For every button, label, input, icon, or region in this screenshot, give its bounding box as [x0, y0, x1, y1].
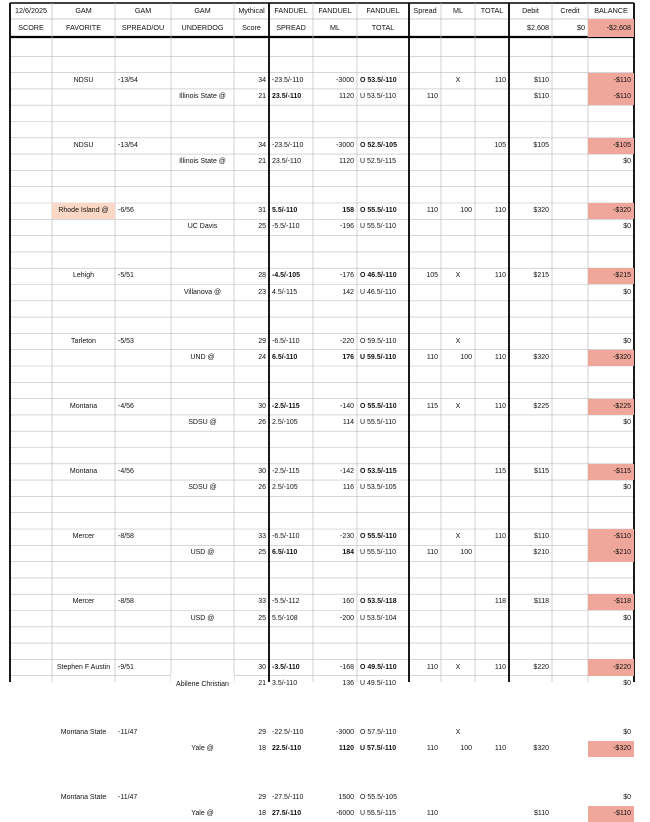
mythical-score[interactable]: 21 [258, 679, 266, 687]
total-bet[interactable]: 110 [494, 663, 506, 671]
ml-bet[interactable]: X [455, 663, 461, 671]
ml-bet[interactable]: X [455, 272, 461, 280]
debit-amount[interactable] [509, 285, 552, 301]
fanduel-ml[interactable]: 142 [342, 288, 354, 296]
ml-bet[interactable]: X [455, 402, 461, 410]
debit-amount[interactable]: $320 [533, 207, 549, 215]
fanduel-ml[interactable]: -196 [339, 223, 354, 231]
total-subheader[interactable]: TOTAL [371, 23, 395, 32]
ml-bet[interactable]: 100 [460, 745, 472, 753]
spread-subheader[interactable]: SPREAD [276, 23, 306, 32]
mythical-score[interactable]: 21 [258, 93, 266, 101]
total-bet[interactable]: 110 [494, 745, 506, 753]
fanduel-total[interactable]: O 53.5/-110 [360, 76, 397, 84]
ml-bet[interactable]: X [455, 533, 461, 541]
fanduel-ml[interactable]: -142 [339, 467, 354, 475]
spread-bet[interactable] [409, 529, 441, 545]
score-subheader[interactable]: Score [242, 23, 261, 32]
debit-amount[interactable]: $105 [533, 141, 549, 149]
balance-amount[interactable]: -$110 [588, 89, 634, 105]
underdog-team[interactable]: SDSU @ [188, 419, 217, 427]
total-bet[interactable] [475, 480, 509, 496]
spread-bet[interactable] [409, 464, 441, 480]
mythical-score[interactable]: 26 [258, 419, 266, 427]
debit-amount[interactable] [509, 219, 552, 235]
balance-header[interactable]: BALANCE [594, 6, 628, 15]
fanduel-spread[interactable]: 27.5/-110 [272, 810, 302, 818]
fanduel-spread[interactable]: -23.5/-110 [272, 76, 304, 84]
fanduel-total[interactable]: O 55.5/-110 [360, 533, 397, 541]
debit-amount[interactable]: $110 [533, 76, 549, 84]
total-bet[interactable] [475, 219, 509, 235]
balance-amount[interactable]: $0 [623, 288, 631, 296]
mythical-score[interactable]: 31 [258, 207, 266, 215]
fanduel-total[interactable]: O 53.5/-115 [360, 467, 397, 475]
spread-bet[interactable]: 110 [426, 745, 438, 753]
debit-amount[interactable]: $110 [533, 533, 549, 541]
debit-amount[interactable] [509, 154, 552, 170]
favorite-team[interactable]: Tarleton [71, 337, 96, 345]
total-bet[interactable]: 110 [494, 533, 506, 541]
favorite-team[interactable]: Stephen F Austin [56, 663, 111, 671]
underdog-team[interactable]: Abilene Christian [171, 674, 234, 696]
underdog-subheader[interactable]: UNDERDOG [181, 23, 224, 32]
fanduel-spread-header[interactable]: FANDUEL [274, 6, 308, 15]
mythical-score[interactable]: 26 [258, 484, 266, 492]
fanduel-ml[interactable]: 158 [342, 207, 354, 215]
total-debit[interactable]: $2,608 [527, 23, 549, 32]
gam-spread-ou[interactable]: -5/51 [118, 272, 134, 280]
fanduel-spread[interactable]: -22.5/-110 [272, 728, 304, 736]
total-bet-header[interactable]: TOTAL [480, 6, 504, 15]
balance-amount[interactable]: -$320 [588, 350, 634, 366]
ml-bet[interactable] [441, 219, 475, 235]
gam-spread-ou[interactable]: -11/47 [118, 728, 138, 736]
mythical-score[interactable]: 33 [258, 533, 266, 541]
balance-amount[interactable]: $0 [623, 337, 631, 345]
underdog-team[interactable]: SDSU @ [188, 484, 217, 492]
underdog-team[interactable]: Yale @ [191, 810, 214, 818]
balance-amount[interactable]: -$220 [588, 659, 634, 675]
fanduel-ml[interactable]: 116 [342, 484, 354, 492]
mythical-score[interactable]: 25 [258, 549, 266, 557]
underdog-team[interactable]: Villanova @ [183, 288, 222, 296]
gam-underdog-header[interactable]: GAM [194, 6, 211, 15]
fanduel-ml[interactable]: 1120 [338, 745, 354, 753]
balance-amount[interactable]: -$215 [588, 268, 634, 284]
fanduel-spread[interactable]: 2.5/-105 [272, 419, 298, 427]
favorite-team[interactable]: Montana State [60, 728, 107, 736]
fanduel-spread[interactable]: 4.5/-115 [272, 288, 298, 296]
spread-bet[interactable]: 110 [426, 549, 438, 557]
fanduel-total[interactable]: O 49.5/-110 [360, 663, 397, 671]
spread-bet[interactable]: 110 [426, 663, 438, 671]
fanduel-ml[interactable]: -3000 [336, 728, 354, 736]
ml-bet[interactable] [441, 415, 475, 431]
ml-bet[interactable] [441, 594, 475, 610]
total-bet[interactable] [475, 611, 509, 627]
gam-favorite-header[interactable]: GAM [75, 6, 92, 15]
gam-spread-ou[interactable]: -4/56 [118, 467, 134, 475]
total-bet[interactable]: 115 [494, 467, 506, 475]
ml-bet[interactable] [441, 806, 475, 822]
fanduel-spread[interactable]: -4.5/-105 [272, 272, 301, 280]
spread-bet[interactable]: 110 [426, 93, 438, 101]
debit-amount[interactable] [509, 611, 552, 627]
total-credit[interactable]: $0 [577, 23, 585, 32]
fanduel-spread[interactable]: -3.5/-110 [272, 663, 300, 671]
mythical-score[interactable]: 24 [258, 353, 266, 361]
fanduel-total[interactable]: U 59.5/-110 [360, 353, 397, 361]
favorite-team[interactable]: Lehigh [72, 272, 95, 280]
gam-spread-ou[interactable]: -13/54 [118, 76, 138, 84]
total-bet[interactable]: 110 [494, 272, 506, 280]
fanduel-spread[interactable]: -2.5/-115 [272, 467, 300, 475]
spread-bet[interactable]: 110 [426, 207, 438, 215]
debit-amount[interactable] [509, 676, 552, 692]
spread-bet[interactable] [409, 480, 441, 496]
mythical-score[interactable]: 33 [258, 598, 266, 606]
spread-bet[interactable] [409, 333, 441, 349]
favorite-team[interactable]: Rhode Island @ [52, 203, 115, 219]
spread-bet[interactable]: 110 [426, 810, 438, 818]
mythical-score[interactable]: 34 [258, 141, 266, 149]
mythical-score[interactable]: 30 [258, 402, 266, 410]
fanduel-spread[interactable]: 23.5/-110 [272, 93, 302, 101]
blank-subheader[interactable] [441, 19, 475, 37]
fanduel-ml[interactable]: 176 [342, 353, 354, 361]
balance-amount[interactable]: -$320 [588, 203, 634, 219]
balance-amount[interactable]: $0 [623, 679, 631, 687]
balance-amount[interactable]: -$110 [588, 529, 634, 545]
underdog-team[interactable]: Illinois State @ [179, 158, 226, 166]
favorite-team[interactable]: Montana [69, 402, 98, 410]
underdog-team[interactable]: Illinois State @ [179, 93, 226, 101]
fanduel-total[interactable]: O 59.5/-110 [360, 337, 397, 345]
mythical-score[interactable]: 30 [258, 467, 266, 475]
spread-ou-subheader[interactable]: SPREAD/OU [121, 23, 165, 32]
fanduel-spread[interactable]: 3.5/-110 [272, 679, 298, 687]
fanduel-total[interactable]: U 49.5/-110 [360, 679, 397, 687]
balance-amount[interactable]: $0 [623, 728, 631, 736]
spread-bet-header[interactable]: Spread [413, 6, 437, 15]
fanduel-total[interactable]: U 57.5/-110 [360, 745, 397, 753]
ml-bet[interactable]: X [455, 76, 461, 84]
ml-bet[interactable] [441, 480, 475, 496]
debit-amount[interactable] [509, 790, 552, 806]
spread-bet[interactable] [409, 154, 441, 170]
fanduel-total[interactable]: U 55.5/-110 [360, 223, 397, 231]
fanduel-ml[interactable]: 1500 [338, 793, 354, 801]
gam-spread-ou[interactable]: -5/53 [118, 337, 134, 345]
mythical-score[interactable]: 29 [258, 728, 266, 736]
balance-amount[interactable]: -$320 [588, 741, 634, 757]
fanduel-spread[interactable]: -27.5/-110 [272, 793, 304, 801]
total-balance[interactable]: -$2,608 [588, 19, 634, 37]
mythical-score[interactable]: 18 [258, 745, 266, 753]
fanduel-ml[interactable]: -168 [339, 663, 354, 671]
balance-amount[interactable]: $0 [623, 793, 631, 801]
favorite-subheader[interactable]: FAVORITE [65, 23, 101, 32]
fanduel-ml[interactable]: 160 [342, 598, 354, 606]
fanduel-total[interactable]: O 52.5/-105 [360, 141, 397, 149]
fanduel-ml-header[interactable]: FANDUEL [318, 6, 352, 15]
blank-subheader[interactable] [475, 19, 509, 37]
total-bet[interactable] [475, 790, 509, 806]
total-bet[interactable]: 110 [494, 207, 506, 215]
balance-amount[interactable]: $0 [623, 419, 631, 427]
balance-amount[interactable]: $0 [623, 223, 631, 231]
fanduel-spread[interactable]: 22.5/-110 [272, 745, 302, 753]
favorite-team[interactable]: Mercer [72, 533, 95, 541]
total-bet[interactable] [475, 154, 509, 170]
debit-amount[interactable]: $115 [533, 467, 549, 475]
ml-bet[interactable] [441, 285, 475, 301]
spread-bet[interactable] [409, 676, 441, 692]
fanduel-spread[interactable]: -6.5/-110 [272, 337, 300, 345]
fanduel-spread[interactable]: -5.5/-110 [272, 223, 300, 231]
spread-bet[interactable] [409, 790, 441, 806]
fanduel-total-header[interactable]: FANDUEL [366, 6, 400, 15]
spread-bet[interactable] [409, 138, 441, 154]
mythical-score[interactable]: 18 [258, 810, 266, 818]
ml-bet[interactable] [441, 790, 475, 806]
score-subheader[interactable]: SCORE [18, 23, 44, 32]
fanduel-spread[interactable]: -5.5/-112 [272, 598, 300, 606]
gam-spread-ou[interactable]: -11/47 [118, 793, 138, 801]
balance-amount[interactable]: -$118 [588, 594, 634, 610]
fanduel-total[interactable]: O 57.5/-110 [360, 728, 397, 736]
debit-amount[interactable] [509, 415, 552, 431]
fanduel-ml[interactable]: -176 [339, 272, 354, 280]
fanduel-total[interactable]: U 53.5/-105 [360, 484, 397, 492]
fanduel-total[interactable]: U 46.5/-110 [360, 288, 397, 296]
fanduel-spread[interactable]: 5.5/-110 [272, 207, 298, 215]
mythical-header[interactable]: Mythical [238, 6, 265, 15]
total-bet[interactable] [475, 415, 509, 431]
underdog-team[interactable]: UC Davis [187, 223, 218, 231]
fanduel-ml[interactable]: 1120 [338, 158, 354, 166]
fanduel-total[interactable]: O 55.5/-110 [360, 402, 397, 410]
debit-amount[interactable]: $110 [533, 93, 549, 101]
fanduel-ml[interactable]: -3000 [336, 76, 354, 84]
debit-amount[interactable]: $320 [533, 353, 549, 361]
credit-header[interactable]: Credit [560, 6, 580, 15]
underdog-team[interactable]: USD @ [190, 549, 215, 557]
spread-bet[interactable] [409, 725, 441, 741]
underdog-team[interactable]: UND @ [190, 353, 215, 361]
debit-amount[interactable]: $320 [533, 745, 549, 753]
total-bet[interactable] [475, 806, 509, 822]
balance-amount[interactable]: $0 [623, 614, 631, 622]
ml-bet[interactable]: 100 [460, 353, 472, 361]
ml-subheader[interactable]: ML [330, 23, 340, 32]
debit-amount[interactable]: $118 [533, 598, 549, 606]
fanduel-total[interactable]: O 46.5/-110 [360, 272, 397, 280]
ml-bet[interactable] [441, 89, 475, 105]
total-bet[interactable]: 110 [494, 402, 506, 410]
fanduel-ml[interactable]: -3000 [336, 141, 354, 149]
spread-bet[interactable]: 110 [426, 353, 438, 361]
fanduel-ml[interactable]: -220 [339, 337, 354, 345]
mythical-score[interactable]: 29 [258, 337, 266, 345]
total-bet[interactable] [475, 725, 509, 741]
favorite-team[interactable]: NDSU [73, 141, 94, 149]
ml-bet[interactable] [441, 676, 475, 692]
debit-amount[interactable]: $225 [533, 402, 549, 410]
fanduel-ml[interactable]: -230 [339, 533, 354, 541]
mythical-score[interactable]: 21 [258, 158, 266, 166]
spread-bet[interactable] [409, 219, 441, 235]
balance-amount[interactable]: -$110 [588, 806, 634, 822]
gam-spread-ou[interactable]: -9/51 [118, 663, 134, 671]
debit-amount[interactable]: $220 [533, 663, 549, 671]
total-bet[interactable] [475, 545, 509, 561]
fanduel-ml[interactable]: 1120 [338, 93, 354, 101]
fanduel-ml[interactable]: 184 [342, 549, 354, 557]
ml-bet[interactable] [441, 154, 475, 170]
spread-bet[interactable] [409, 594, 441, 610]
fanduel-total[interactable]: U 53.5/-110 [360, 93, 397, 101]
debit-header[interactable]: Debit [522, 6, 539, 15]
fanduel-spread[interactable]: -23.5/-110 [272, 141, 304, 149]
balance-amount[interactable]: -$110 [588, 73, 634, 89]
fanduel-total[interactable]: O 55.5/-110 [360, 207, 397, 215]
fanduel-spread[interactable]: 6.5/-110 [272, 353, 298, 361]
mythical-score[interactable]: 28 [258, 272, 266, 280]
total-bet[interactable] [475, 89, 509, 105]
balance-amount[interactable]: $0 [623, 158, 631, 166]
fanduel-ml[interactable]: 114 [342, 419, 354, 427]
favorite-team[interactable]: Montana [69, 467, 98, 475]
balance-amount[interactable]: -$115 [588, 464, 634, 480]
spread-bet[interactable] [409, 73, 441, 89]
fanduel-spread[interactable]: 2.5/-105 [272, 484, 298, 492]
debit-amount[interactable]: $215 [533, 272, 549, 280]
fanduel-ml[interactable]: 136 [342, 679, 354, 687]
gam-spread-ou[interactable]: -4/56 [118, 402, 134, 410]
fanduel-spread[interactable]: 23.5/-110 [272, 158, 302, 166]
total-bet[interactable]: 110 [494, 76, 506, 84]
fanduel-ml[interactable]: -6000 [336, 810, 354, 818]
gam-spread-ou[interactable]: -8/58 [118, 598, 134, 606]
debit-amount[interactable] [509, 333, 552, 349]
fanduel-ml[interactable]: -140 [339, 402, 354, 410]
debit-amount[interactable]: $210 [533, 549, 549, 557]
ml-bet[interactable]: X [455, 337, 461, 345]
total-bet[interactable] [475, 333, 509, 349]
ml-bet[interactable] [441, 138, 475, 154]
fanduel-total[interactable]: O 55.5/-105 [360, 793, 397, 801]
ml-bet[interactable] [441, 464, 475, 480]
total-bet[interactable]: 105 [494, 141, 506, 149]
debit-amount[interactable] [509, 480, 552, 496]
fanduel-total[interactable]: U 55.5/-110 [360, 549, 397, 557]
total-bet[interactable]: 118 [494, 598, 506, 606]
fanduel-spread[interactable]: 5.5/-108 [272, 614, 298, 622]
balance-amount[interactable]: -$105 [588, 138, 634, 154]
mythical-score[interactable]: 25 [258, 614, 266, 622]
fanduel-total[interactable]: U 53.5/-104 [360, 614, 397, 622]
gam-spread-ou[interactable]: -6/56 [118, 207, 134, 215]
fanduel-total[interactable]: U 55.5/-115 [360, 810, 397, 818]
spread-bet[interactable] [409, 415, 441, 431]
total-bet[interactable] [475, 676, 509, 692]
mythical-score[interactable]: 23 [258, 288, 266, 296]
underdog-team[interactable]: USD @ [190, 614, 215, 622]
fanduel-ml[interactable]: -200 [339, 614, 354, 622]
total-bet[interactable] [475, 285, 509, 301]
gam-spread-ou[interactable]: -8/58 [118, 533, 134, 541]
ml-bet-header[interactable]: ML [453, 6, 463, 15]
mythical-score[interactable]: 30 [258, 663, 266, 671]
spread-bet[interactable]: 115 [426, 402, 438, 410]
favorite-team[interactable]: Montana State [60, 793, 107, 801]
date-header[interactable]: 12/6/2025 [15, 6, 47, 15]
mythical-score[interactable]: 29 [258, 793, 266, 801]
balance-amount[interactable]: $0 [623, 484, 631, 492]
fanduel-spread[interactable]: -2.5/-115 [272, 402, 300, 410]
underdog-team[interactable]: Yale @ [191, 745, 214, 753]
gam-spread-ou[interactable]: -13/54 [118, 141, 138, 149]
spread-bet[interactable] [409, 611, 441, 627]
fanduel-total[interactable]: O 53.5/-118 [360, 598, 397, 606]
ml-bet[interactable]: 100 [460, 549, 472, 557]
total-bet[interactable]: 110 [494, 353, 506, 361]
fanduel-total[interactable]: U 55.5/-110 [360, 419, 397, 427]
mythical-score[interactable]: 25 [258, 223, 266, 231]
favorite-team[interactable]: Mercer [72, 598, 95, 606]
debit-amount[interactable] [509, 725, 552, 741]
spread-bet[interactable]: 105 [426, 272, 438, 280]
balance-amount[interactable]: -$225 [588, 399, 634, 415]
ml-bet[interactable]: 100 [460, 207, 472, 215]
ml-bet[interactable]: X [455, 728, 461, 736]
mythical-score[interactable]: 34 [258, 76, 266, 84]
gam-spread-header[interactable]: GAM [134, 6, 152, 15]
fanduel-spread[interactable]: -6.5/-110 [272, 533, 300, 541]
ml-bet[interactable] [441, 611, 475, 627]
blank-subheader[interactable] [409, 19, 441, 37]
balance-amount[interactable]: -$210 [588, 545, 634, 561]
fanduel-spread[interactable]: 6.5/-110 [272, 549, 298, 557]
favorite-team[interactable]: NDSU [73, 76, 94, 84]
fanduel-total[interactable]: U 52.5/-115 [360, 158, 397, 166]
spread-bet[interactable] [409, 285, 441, 301]
debit-amount[interactable]: $110 [533, 810, 549, 818]
